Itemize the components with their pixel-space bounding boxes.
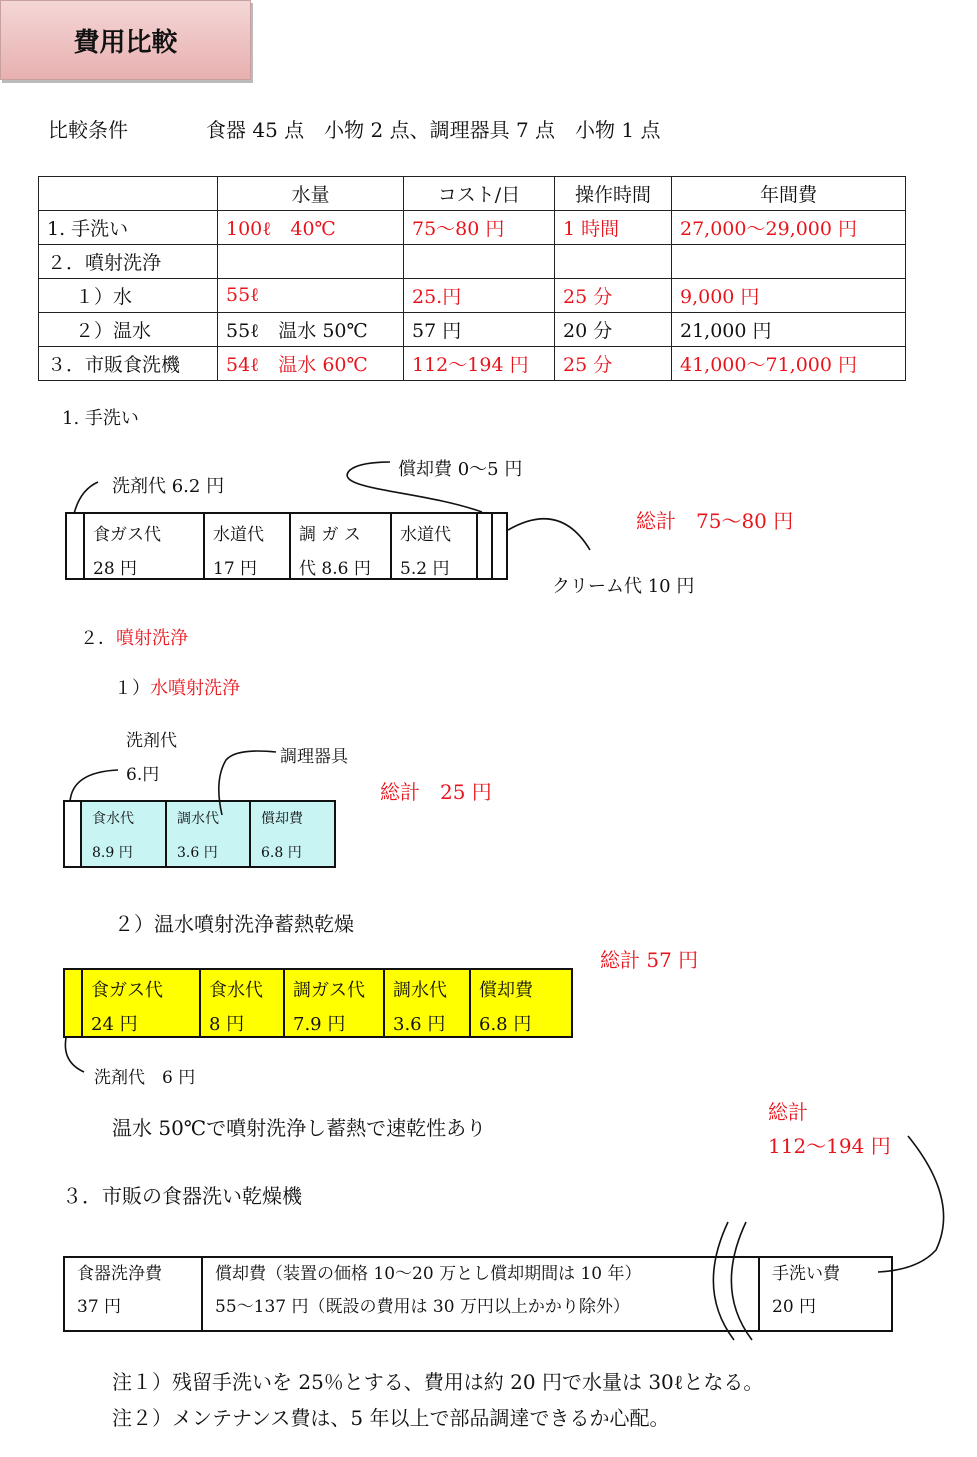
bar-segment: 調水代 3.6 円 [165,802,249,866]
table-cell: 25.円 [404,279,555,313]
break-mark [731,1222,752,1340]
table-cell: ２）温水 [39,313,218,347]
cream-leader [508,519,590,550]
page-title: 費用比較 [0,0,251,80]
section2-sub1-heading: １）水噴射洗浄 [114,678,240,699]
section3-total-leader [878,1136,944,1272]
sub2-note: 温水 50℃で噴射洗浄し蓄熱で速乾性あり [112,1116,487,1140]
conditions-text: 食器 45 点 小物 2 点、調理器具 7 点 小物 1 点 [206,118,661,142]
bar-segment: 手洗い費 20 円 [758,1258,890,1330]
table-cell: 25 分 [555,279,672,313]
section2-sub2-heading: ２）温水噴射洗浄蓄熱乾燥 [114,912,354,936]
section3-total-label: 総計 [768,1100,808,1124]
table-cell: 9,000 円 [672,279,906,313]
bar-segment: 水道代 17 円 [203,514,289,578]
sub1-total: 総計 25 円 [380,780,492,804]
cookware-label: 調理器具 [280,747,348,767]
detergent-leader [74,482,98,514]
bar-segment: 食水代 8.9 円 [80,802,165,866]
conditions-label: 比較条件 [48,118,128,142]
note-2: 注２）メンテナンス費は、5 年以上で部品調達できるか心配。 [112,1406,670,1430]
table-cell: 55ℓ [218,279,404,313]
table-cell: 25 分 [555,347,672,381]
table-cell: 21,000 円 [672,313,906,347]
sub2-total: 総計 57 円 [600,948,699,972]
table-header-cell: 年間費 [672,177,906,211]
section1-total: 総計 75～80 円 [636,509,794,533]
table-cell: 41,000～71,000 円 [672,347,906,381]
table-cell: １）水 [39,279,218,313]
table-cell: 1 時間 [555,211,672,245]
bar-segment: 食器洗浄費 37 円 [77,1264,162,1317]
cookware-leader [219,751,276,815]
cream-label: クリーム代 10 円 [552,576,695,597]
table-cell: 55ℓ 温水 50℃ [218,313,404,347]
sub2-detergent-label: 洗剤代 6 円 [94,1068,196,1088]
table-header-cell: 操作時間 [555,177,672,211]
table-cell: 112～194 円 [404,347,555,381]
table-cell: 54ℓ 温水 60℃ [218,347,404,381]
section2-heading: ２．噴射洗浄 [80,628,188,649]
table-cell: 20 分 [555,313,672,347]
detergent-label: 洗剤代 6.2 円 [112,476,225,497]
table-cell: ２．噴射洗浄 [39,245,218,279]
table-cell: ３．市販食洗機 [39,347,218,381]
bar-segment: 水道代 5.2 円 [390,514,476,578]
bar-segment: 食水代 8 円 [199,970,283,1036]
bar-segment: 調 ガ ス 代 8.6 円 [289,514,390,578]
sub1-detergent-leader [70,770,118,802]
section3-total-value: 112～194 円 [768,1134,891,1158]
note-1: 注１）残留手洗いを 25％とする、費用は約 20 円で水量は 30ℓとなる。 [112,1370,764,1394]
section1-heading: 1. 手洗い [62,408,139,429]
table-cell: 75～80 円 [404,211,555,245]
table-header-cell: コスト/日 [404,177,555,211]
bar-segment: 償却費（装置の価格 10～20 万とし償却期間は 10 年） 55～137 円（既設の費用は 30 万円以上かかり除外） [201,1258,758,1330]
bar-segment: 食ガス代 28 円 [83,514,203,578]
depreciation-leader [347,462,482,512]
bar-segment: 調水代 3.6 円 [383,970,469,1036]
table-header-cell: 水量 [218,177,404,211]
table-cell: 27,000～29,000 円 [672,211,906,245]
sub1-detergent-value: 6.円 [126,765,160,785]
table-cell: 100ℓ 40℃ [218,211,404,245]
table-cell: 57 円 [404,313,555,347]
bar-segment: 食ガス代 24 円 [81,970,199,1036]
depreciation-label: 償却費 0～5 円 [398,459,523,480]
bar-segment: 償却費 6.8 円 [469,970,570,1036]
bar-segment: 調ガス代 7.9 円 [283,970,383,1036]
sub1-detergent-label: 洗剤代 [126,731,177,751]
table-cell: 1. 手洗い [39,211,218,245]
sub2-detergent-leader [65,1038,84,1072]
bar-segment: 償却費 6.8 円 [249,802,333,866]
section3-heading: ３．市販の食器洗い乾燥機 [62,1184,302,1208]
